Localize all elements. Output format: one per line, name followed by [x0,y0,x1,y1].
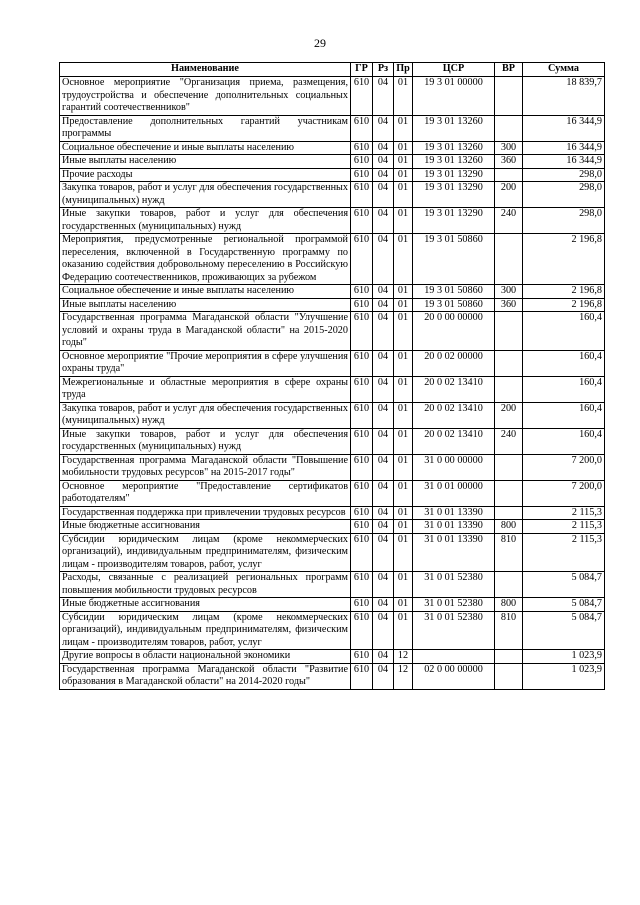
row-pr: 01 [394,350,413,376]
row-vr [495,312,523,351]
row-sum: 160,4 [523,312,605,351]
page-number: 29 [314,36,326,50]
row-vr [495,77,523,116]
row-pr: 01 [394,480,413,506]
row-vr: 300 [495,141,523,155]
row-sum: 2 115,3 [523,506,605,520]
row-csr: 19 3 01 50860 [413,298,495,312]
row-rz: 04 [373,312,394,351]
row-rz: 04 [373,663,394,689]
table-row [60,141,605,155]
row-csr: 31 0 01 13390 [413,506,495,520]
row-rz: 04 [373,611,394,650]
table-row [60,182,605,208]
row-pr: 01 [394,77,413,116]
row-sum: 7 200,0 [523,480,605,506]
row-gr: 610 [351,77,373,116]
header-vr: ВР [495,63,523,77]
header-rz: Рз [373,63,394,77]
row-pr: 01 [394,428,413,454]
row-name: Социальное обеспечение и иные выплаты населению [60,141,351,155]
row-name: Иные закупки товаров, работ и услуг для обеспечения государственных (муниципальных) нужд [60,208,351,234]
row-pr: 12 [394,663,413,689]
row-name: Основное мероприятие "Организация приема, размещения, трудоустройства и обеспечение дополнительных социальных гарантий соотечественников" [60,77,351,116]
row-name: Прочие расходы [60,168,351,182]
row-gr: 610 [351,650,373,664]
row-pr: 01 [394,572,413,598]
table-row [60,312,605,351]
table-row [60,663,605,689]
row-name: Иные бюджетные ассигнования [60,598,351,612]
row-rz: 04 [373,520,394,534]
row-vr [495,115,523,141]
row-csr: 31 0 01 13390 [413,533,495,572]
row-gr: 610 [351,598,373,612]
row-csr: 19 3 01 50860 [413,285,495,299]
row-gr: 610 [351,572,373,598]
row-gr: 610 [351,428,373,454]
row-vr [495,572,523,598]
table-row [60,77,605,116]
row-sum: 1 023,9 [523,663,605,689]
table-row [60,285,605,299]
row-gr: 610 [351,141,373,155]
row-gr: 610 [351,155,373,169]
row-sum: 5 084,7 [523,611,605,650]
row-vr: 800 [495,598,523,612]
row-pr: 01 [394,376,413,402]
row-gr: 610 [351,115,373,141]
row-csr: 19 3 01 13260 [413,141,495,155]
row-rz: 04 [373,285,394,299]
row-rz: 04 [373,506,394,520]
row-vr [495,234,523,285]
row-sum: 7 200,0 [523,454,605,480]
row-rz: 04 [373,182,394,208]
row-sum: 160,4 [523,376,605,402]
row-gr: 610 [351,663,373,689]
row-sum: 16 344,9 [523,141,605,155]
row-rz: 04 [373,402,394,428]
row-rz: 04 [373,234,394,285]
row-name: Расходы, связанные с реализацией региональных программ повышения мобильности трудовых ресурсов [60,572,351,598]
row-vr [495,376,523,402]
row-csr: 19 3 01 50860 [413,234,495,285]
row-pr: 01 [394,520,413,534]
row-rz: 04 [373,533,394,572]
row-rz: 04 [373,77,394,116]
table-row [60,350,605,376]
row-vr: 360 [495,155,523,169]
header-pr: Пр [394,63,413,77]
row-vr: 810 [495,533,523,572]
row-gr: 610 [351,402,373,428]
table-row [60,402,605,428]
row-sum: 298,0 [523,208,605,234]
row-name: Межрегиональные и областные мероприятия в сфере охраны труда [60,376,351,402]
row-gr: 610 [351,533,373,572]
row-name: Социальное обеспечение и иные выплаты населению [60,285,351,299]
row-sum: 5 084,7 [523,598,605,612]
row-name: Иные закупки товаров, работ и услуг для обеспечения государственных (муниципальных) нужд [60,428,351,454]
row-sum: 2 115,3 [523,533,605,572]
row-sum: 18 839,7 [523,77,605,116]
budget-table [59,62,605,690]
table-header [60,63,605,77]
header-gr: ГР [351,63,373,77]
row-name: Государственная программа Магаданской области "Повышение мобильности трудовых ресурсов" на 2015-2017 годы" [60,454,351,480]
row-vr [495,168,523,182]
row-sum: 2 196,8 [523,234,605,285]
table-row [60,115,605,141]
row-vr: 240 [495,208,523,234]
header-row [60,63,605,77]
row-csr: 31 0 01 52380 [413,598,495,612]
row-gr: 610 [351,285,373,299]
row-rz: 04 [373,155,394,169]
row-name: Закупка товаров, работ и услуг для обеспечения государственных (муниципальных) нужд [60,402,351,428]
row-rz: 04 [373,115,394,141]
table-row [60,234,605,285]
row-vr: 200 [495,402,523,428]
row-pr: 01 [394,312,413,351]
row-gr: 610 [351,506,373,520]
row-csr: 19 3 01 13290 [413,168,495,182]
table-row [60,650,605,664]
row-name: Государственная программа Магаданской области "Улучшение условий и охраны труда в Магаданской области" на 2015-2020 годы" [60,312,351,351]
row-rz: 04 [373,480,394,506]
row-name: Субсидии юридическим лицам (кроме некоммерческих организаций), индивидуальным предпринимателям, физическим лицам - производителям товаров, работ, услуг [60,611,351,650]
row-name: Субсидии юридическим лицам (кроме некоммерческих организаций), индивидуальным предпринимателям, физическим лицам - производителям товаров, работ, услуг [60,533,351,572]
row-csr: 31 0 01 52380 [413,611,495,650]
row-name: Мероприятия, предусмотренные региональной программой переселения, включенной в Государственную программу по оказанию содействия добровольному переселению в Российскую Федерацию соотечественников, проживающих за рубежом [60,234,351,285]
row-name: Другие вопросы в области национальной экономики [60,650,351,664]
row-csr: 20 0 02 13410 [413,428,495,454]
row-name: Закупка товаров, работ и услуг для обеспечения государственных (муниципальных) нужд [60,182,351,208]
header-name: Наименование [60,63,351,77]
table-body [60,77,605,690]
row-vr [495,506,523,520]
row-rz: 04 [373,454,394,480]
row-sum: 298,0 [523,168,605,182]
table-row [60,572,605,598]
row-csr [413,650,495,664]
row-gr: 610 [351,611,373,650]
table-row [60,155,605,169]
row-csr: 31 0 00 00000 [413,454,495,480]
row-gr: 610 [351,168,373,182]
table-row [60,168,605,182]
row-vr: 810 [495,611,523,650]
row-rz: 04 [373,168,394,182]
row-sum: 1 023,9 [523,650,605,664]
row-name: Предоставление дополнительных гарантий участникам программы [60,115,351,141]
row-rz: 04 [373,572,394,598]
table-row [60,520,605,534]
row-vr [495,454,523,480]
row-vr [495,350,523,376]
row-vr: 240 [495,428,523,454]
table-row [60,506,605,520]
row-vr: 360 [495,298,523,312]
row-csr: 31 0 01 00000 [413,480,495,506]
row-rz: 04 [373,376,394,402]
row-csr: 20 0 00 00000 [413,312,495,351]
table-row [60,598,605,612]
row-sum: 2 115,3 [523,520,605,534]
row-pr: 01 [394,285,413,299]
row-sum: 2 196,8 [523,298,605,312]
row-sum: 16 344,9 [523,155,605,169]
row-pr: 01 [394,506,413,520]
row-gr: 610 [351,480,373,506]
row-vr: 300 [495,285,523,299]
row-pr: 01 [394,115,413,141]
row-csr: 19 3 01 13260 [413,115,495,141]
row-vr [495,480,523,506]
row-sum: 2 196,8 [523,285,605,299]
row-csr: 19 3 01 13260 [413,155,495,169]
table-row [60,454,605,480]
row-gr: 610 [351,454,373,480]
row-pr: 12 [394,650,413,664]
row-csr: 20 0 02 13410 [413,402,495,428]
row-name: Иные выплаты населению [60,155,351,169]
row-name: Государственная программа Магаданской области "Развитие образования в Магаданской области" на 2014-2020 годы" [60,663,351,689]
row-sum: 16 344,9 [523,115,605,141]
row-rz: 04 [373,428,394,454]
row-gr: 610 [351,208,373,234]
header-csr: ЦСР [413,63,495,77]
row-gr: 610 [351,298,373,312]
row-rz: 04 [373,208,394,234]
row-sum: 160,4 [523,428,605,454]
row-rz: 04 [373,350,394,376]
header-sum: Сумма [523,63,605,77]
row-pr: 01 [394,611,413,650]
row-pr: 01 [394,182,413,208]
row-csr: 19 3 01 13290 [413,208,495,234]
row-pr: 01 [394,598,413,612]
table-row [60,208,605,234]
row-pr: 01 [394,141,413,155]
row-sum: 160,4 [523,350,605,376]
row-pr: 01 [394,454,413,480]
row-csr: 19 3 01 13290 [413,182,495,208]
row-vr [495,663,523,689]
row-vr: 800 [495,520,523,534]
row-csr: 31 0 01 52380 [413,572,495,598]
row-name: Иные выплаты населению [60,298,351,312]
row-pr: 01 [394,208,413,234]
row-csr: 31 0 01 13390 [413,520,495,534]
row-gr: 610 [351,182,373,208]
row-gr: 610 [351,312,373,351]
row-pr: 01 [394,533,413,572]
row-vr: 200 [495,182,523,208]
table-row [60,298,605,312]
row-rz: 04 [373,141,394,155]
table-row [60,428,605,454]
row-name: Государственная поддержка при привлечении трудовых ресурсов [60,506,351,520]
table-row [60,480,605,506]
row-csr: 20 0 02 00000 [413,350,495,376]
row-sum: 5 084,7 [523,572,605,598]
row-gr: 610 [351,520,373,534]
row-name: Иные бюджетные ассигнования [60,520,351,534]
row-sum: 298,0 [523,182,605,208]
row-rz: 04 [373,650,394,664]
row-name: Основное мероприятие "Предоставление сертификатов работодателям" [60,480,351,506]
table-row [60,611,605,650]
row-pr: 01 [394,298,413,312]
row-pr: 01 [394,234,413,285]
row-rz: 04 [373,298,394,312]
row-gr: 610 [351,376,373,402]
row-name: Основное мероприятие "Прочие мероприятия в сфере улучшения охраны труда" [60,350,351,376]
row-vr [495,650,523,664]
row-gr: 610 [351,350,373,376]
table-row [60,376,605,402]
row-csr: 20 0 02 13410 [413,376,495,402]
row-pr: 01 [394,402,413,428]
row-csr: 02 0 00 00000 [413,663,495,689]
row-pr: 01 [394,168,413,182]
row-gr: 610 [351,234,373,285]
row-csr: 19 3 01 00000 [413,77,495,116]
row-pr: 01 [394,155,413,169]
row-sum: 160,4 [523,402,605,428]
table-row [60,533,605,572]
row-rz: 04 [373,598,394,612]
